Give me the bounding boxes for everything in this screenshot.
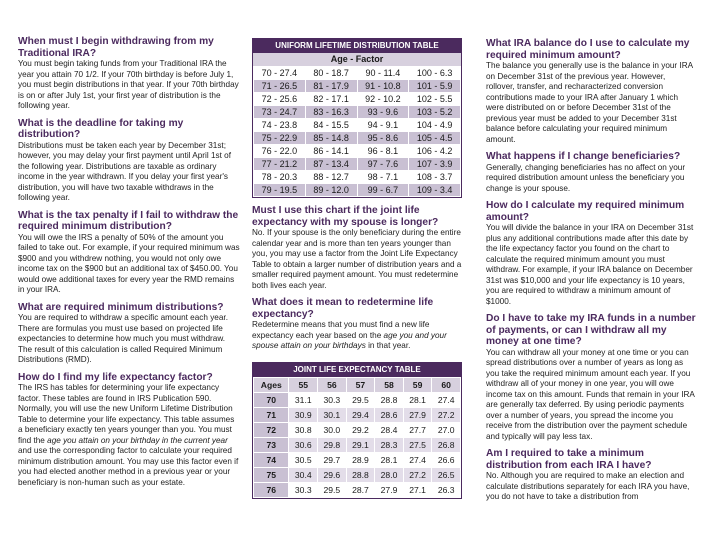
table-cell: 94 - 9.1 xyxy=(357,119,409,132)
faq-item xyxy=(18,118,240,204)
table-header-cell: 56 xyxy=(318,377,347,392)
table-row xyxy=(254,93,461,106)
faq-answer xyxy=(252,320,462,352)
table-title: UNIFORM LIFETIME DISTRIBUTION TABLE xyxy=(253,39,461,53)
table-header-row xyxy=(254,377,461,392)
table-cell: 30.0 xyxy=(318,422,347,437)
table-row xyxy=(254,106,461,119)
table-row xyxy=(254,422,461,437)
joint-life-table xyxy=(252,362,462,499)
faq-answer: No. Although you are required to make an election and calculate distributions separately for each IRA you have, you do not have to take a distribution from xyxy=(486,471,690,501)
uniform-table-grid xyxy=(253,66,461,197)
table-cell: 77 - 21.2 xyxy=(254,158,306,171)
faq-question: How do I find my life expectancy factor? xyxy=(18,371,213,383)
answer-text: Redetermine means that you must find a new life expectancy each year based on the xyxy=(252,320,430,340)
table-cell: 88 - 12.7 xyxy=(305,171,357,184)
faq-answer: You are required to withdraw a specific amount each year. There are formulas you must use based on projected life expectancies to determine how much you must withdraw. The result of this calculation is called Required Minimum Distributions (RMD). xyxy=(18,313,228,364)
table-cell: 79 - 19.5 xyxy=(254,184,306,197)
table-cell: 27.4 xyxy=(403,452,432,467)
table-cell: 75 - 22.9 xyxy=(254,132,306,145)
faq-question: What happens if I change beneficiaries? xyxy=(486,151,681,162)
table-cell: 31.1 xyxy=(289,392,318,407)
age-cell: 74 xyxy=(254,452,289,467)
table-cell: 30.3 xyxy=(289,482,318,497)
table-cell: 27.1 xyxy=(403,482,432,497)
table-row xyxy=(254,119,461,132)
table-cell: 100 - 6.3 xyxy=(409,67,461,80)
faq-question: Must I use this chart if the joint life expectancy with my spouse is longer? xyxy=(252,205,439,228)
table-cell: 108 - 3.7 xyxy=(409,171,461,184)
faq-item xyxy=(18,302,240,366)
table-cell: 28.0 xyxy=(375,467,404,482)
table-header-cell: 55 xyxy=(289,377,318,392)
table-cell: 73 - 24.7 xyxy=(254,106,306,119)
table-cell: 98 - 7.1 xyxy=(357,171,409,184)
table-cell: 29.5 xyxy=(318,482,347,497)
table-row xyxy=(254,80,461,93)
faq-question: What are required minimum distributions? xyxy=(18,301,224,313)
table-cell: 27.2 xyxy=(432,407,461,422)
table-cell: 105 - 4.5 xyxy=(409,132,461,145)
table-cell: 27.2 xyxy=(403,467,432,482)
table-row xyxy=(254,171,461,184)
table-cell: 28.6 xyxy=(375,407,404,422)
table-cell: 90 - 11.4 xyxy=(357,67,409,80)
table-cell: 85 - 14.8 xyxy=(305,132,357,145)
table-row xyxy=(254,392,461,407)
table-row xyxy=(254,67,461,80)
answer-text: The IRS has tables for determining your life expectancy factor. These tables are found in IRS Publication 590. Normally, you will use the new Uniform Lifetime Distribution Table to determine your life expectancy. This table assumes a beneficiary exactly ten years younger than you. You must find the xyxy=(18,383,235,445)
table-cell: 109 - 3.4 xyxy=(409,184,461,197)
faq-answer: You will divide the balance in your IRA on December 31st plus any additional contributions made after this date by the life expectancy factor you found on the chart to calculate the required minimum amount you must withdraw. For example, if your IRA balance on December 31st was $10,000 and your life expectancy is 10 years, you are required to withdraw a minimum amount of $1000. xyxy=(486,223,694,306)
faq-item xyxy=(486,151,696,194)
age-cell: 72 xyxy=(254,422,289,437)
joint-table-grid xyxy=(253,377,461,498)
faq-question: What IRA balance do I use to calculate my required minimum amount? xyxy=(486,38,690,61)
faq-question: How do I calculate my required minimum amount? xyxy=(486,200,685,223)
table-cell: 93 - 9.6 xyxy=(357,106,409,119)
table-cell: 27.0 xyxy=(432,422,461,437)
faq-item xyxy=(486,313,696,442)
table-cell: 28.9 xyxy=(346,452,375,467)
faq-question: What does it mean to redetermine life expectancy? xyxy=(252,297,434,320)
table-cell: 102 - 5.5 xyxy=(409,93,461,106)
table-cell: 30.8 xyxy=(289,422,318,437)
table-cell: 29.2 xyxy=(346,422,375,437)
table-cell: 30.1 xyxy=(318,407,347,422)
faq-question: Do I have to take my IRA funds in a number of payments, or can I withdraw all my money at one time? xyxy=(486,313,696,347)
table-cell: 29.8 xyxy=(318,437,347,452)
table-cell: 107 - 3.9 xyxy=(409,158,461,171)
table-cell: 87 - 13.4 xyxy=(305,158,357,171)
table-cell: 26.6 xyxy=(432,452,461,467)
table-cell: 81 - 17.9 xyxy=(305,80,357,93)
table-cell: 28.1 xyxy=(375,452,404,467)
table-cell: 71 - 26.5 xyxy=(254,80,306,93)
faq-item xyxy=(252,297,462,352)
table-cell: 96 - 8.1 xyxy=(357,145,409,158)
faq-item xyxy=(18,210,240,296)
faq-item xyxy=(486,448,696,503)
answer-text: and use the corresponding factor to calculate your required minimum distribution amount. You may use this factor even if you had elected another method in a previous year or your beneficiary is non-human such as your estate. xyxy=(18,446,239,487)
table-cell: 29.5 xyxy=(346,392,375,407)
faq-answer: You can withdraw all your money at one time or you can spread distributions over a number of years as long as you take the required minimum amount each year. If you withdraw all of your money in one year, you will owe income tax on this amount. Funds that remain in your IRA are generally tax deferred. By using periodic payments over a number of years, you spread the income you receive from the distribution over the payment schedule and typically will pay less tax. xyxy=(486,347,695,441)
faq-answer: The balance you generally use is the balance in your IRA on December 31st of the previous year. However, rollover, transfer, and recharacterized conversion contributions made to your IRA after January 1 which were distributed on or before December 31st of the previous year must be added to your December 31st balance before calculating your required minimum amount. xyxy=(486,61,693,144)
table-row xyxy=(254,482,461,497)
table-cell: 92 - 10.2 xyxy=(357,93,409,106)
table-header-cell: 58 xyxy=(375,377,404,392)
table-cell: 83 - 16.3 xyxy=(305,106,357,119)
faq-answer xyxy=(18,383,240,488)
table-cell: 89 - 12.0 xyxy=(305,184,357,197)
table-header-cell: Ages xyxy=(254,377,289,392)
table-cell: 30.9 xyxy=(289,407,318,422)
faq-answer: Generally, changing beneficiaries has no affect on your required distribution amount unless the beneficiary you change is your spouse. xyxy=(486,162,686,193)
faq-question: What is the tax penalty if I fail to withdraw the required minimum distribution? xyxy=(18,209,239,232)
table-row xyxy=(254,407,461,422)
table-cell: 74 - 23.8 xyxy=(254,119,306,132)
table-cell: 103 - 5.2 xyxy=(409,106,461,119)
table-cell: 30.4 xyxy=(289,467,318,482)
faq-item xyxy=(486,200,696,307)
table-row xyxy=(254,452,461,467)
table-cell: 28.1 xyxy=(403,392,432,407)
faq-item xyxy=(486,38,696,145)
answer-emphasis: age you attain on your birthday in the current year xyxy=(47,435,228,445)
table-cell: 27.5 xyxy=(403,437,432,452)
faq-answer: No. If your spouse is the only beneficiary during the entire calendar year and is more than ten years younger than you, you may use a factor from the Joint Life Expectancy Table to obtain a larger number of distribution years and a smaller required payment amount. You must redetermine both lives each year. xyxy=(252,228,462,290)
table-cell: 86 - 14.1 xyxy=(305,145,357,158)
table-header-cell: 60 xyxy=(432,377,461,392)
column-right xyxy=(486,38,696,509)
uniform-lifetime-table xyxy=(252,38,462,198)
table-cell: 27.9 xyxy=(375,482,404,497)
table-cell: 78 - 20.3 xyxy=(254,171,306,184)
faq-answer: Distributions must be taken each year by December 31st; however, you may delay your first payment until April 1st of the following year. Distributions are taxable as ordinary income in the year withdrawn. If you delay your first year's distribution, you will have two taxable withdraws in the following year. xyxy=(18,140,231,202)
faq-item xyxy=(18,36,240,112)
table-subtitle: Age - Factor xyxy=(253,53,461,66)
faq-item xyxy=(18,372,240,489)
column-middle xyxy=(252,38,462,499)
table-cell: 99 - 6.7 xyxy=(357,184,409,197)
answer-emphasis: age you and your spouse attain on your birthdays xyxy=(252,330,447,350)
table-header-cell: 57 xyxy=(346,377,375,392)
age-cell: 76 xyxy=(254,482,289,497)
table-row xyxy=(254,467,461,482)
table-header-cell: 59 xyxy=(403,377,432,392)
table-cell: 26.3 xyxy=(432,482,461,497)
table-cell: 30.5 xyxy=(289,452,318,467)
table-cell: 29.6 xyxy=(318,467,347,482)
table-cell: 28.8 xyxy=(346,467,375,482)
table-cell: 27.9 xyxy=(403,407,432,422)
table-cell: 80 - 18.7 xyxy=(305,67,357,80)
table-cell: 28.8 xyxy=(375,392,404,407)
faq-answer: You must begin taking funds from your Traditional IRA the year you attain 70 1/2. If your 70th birthday is before July 1, you must begin distributions in that year. If your 70th birthday is on or after July 1st, your first year of distribution is the following year. xyxy=(18,59,239,110)
answer-text: in that year. xyxy=(365,341,411,350)
table-cell: 30.6 xyxy=(289,437,318,452)
table-cell: 28.4 xyxy=(375,422,404,437)
table-cell: 101 - 5.9 xyxy=(409,80,461,93)
table-cell: 84 - 15.5 xyxy=(305,119,357,132)
table-title: JOINT LIFE EXPECTANCY TABLE xyxy=(253,363,461,377)
table-cell: 28.7 xyxy=(346,482,375,497)
faq-question: What is the deadline for taking my distribution? xyxy=(18,117,184,140)
faq-item xyxy=(252,205,462,291)
column-left xyxy=(18,36,240,494)
age-cell: 71 xyxy=(254,407,289,422)
table-row xyxy=(254,132,461,145)
faq-question: When must I begin withdrawing from my Traditional IRA? xyxy=(18,36,214,59)
table-cell: 95 - 8.6 xyxy=(357,132,409,145)
age-cell: 73 xyxy=(254,437,289,452)
table-cell: 29.7 xyxy=(318,452,347,467)
table-cell: 28.3 xyxy=(375,437,404,452)
table-cell: 29.4 xyxy=(346,407,375,422)
table-cell: 104 - 4.9 xyxy=(409,119,461,132)
table-cell: 72 - 25.6 xyxy=(254,93,306,106)
table-cell: 26.8 xyxy=(432,437,461,452)
table-cell: 27.4 xyxy=(432,392,461,407)
table-cell: 29.1 xyxy=(346,437,375,452)
table-row xyxy=(254,158,461,171)
faq-answer: You will owe the IRS a penalty of 50% of the amount you failed to take out. For example, if your required minimum was $900 and you withdrew nothing, you would not only owe income tax on the $900 but an additional tax of $450.00. You would owe additional taxes for every year the RMD remains in your IRA. xyxy=(18,232,240,294)
table-row xyxy=(254,437,461,452)
table-row xyxy=(254,145,461,158)
table-cell: 27.7 xyxy=(403,422,432,437)
table-cell: 30.3 xyxy=(318,392,347,407)
table-cell: 91 - 10.8 xyxy=(357,80,409,93)
table-cell: 76 - 22.0 xyxy=(254,145,306,158)
age-cell: 75 xyxy=(254,467,289,482)
table-cell: 97 - 7.6 xyxy=(357,158,409,171)
table-cell: 106 - 4.2 xyxy=(409,145,461,158)
table-row xyxy=(254,184,461,197)
faq-question: Am I required to take a minimum distribution from each IRA I have? xyxy=(486,448,652,471)
table-cell: 70 - 27.4 xyxy=(254,67,306,80)
age-cell: 70 xyxy=(254,392,289,407)
table-cell: 26.5 xyxy=(432,467,461,482)
table-cell: 82 - 17.1 xyxy=(305,93,357,106)
